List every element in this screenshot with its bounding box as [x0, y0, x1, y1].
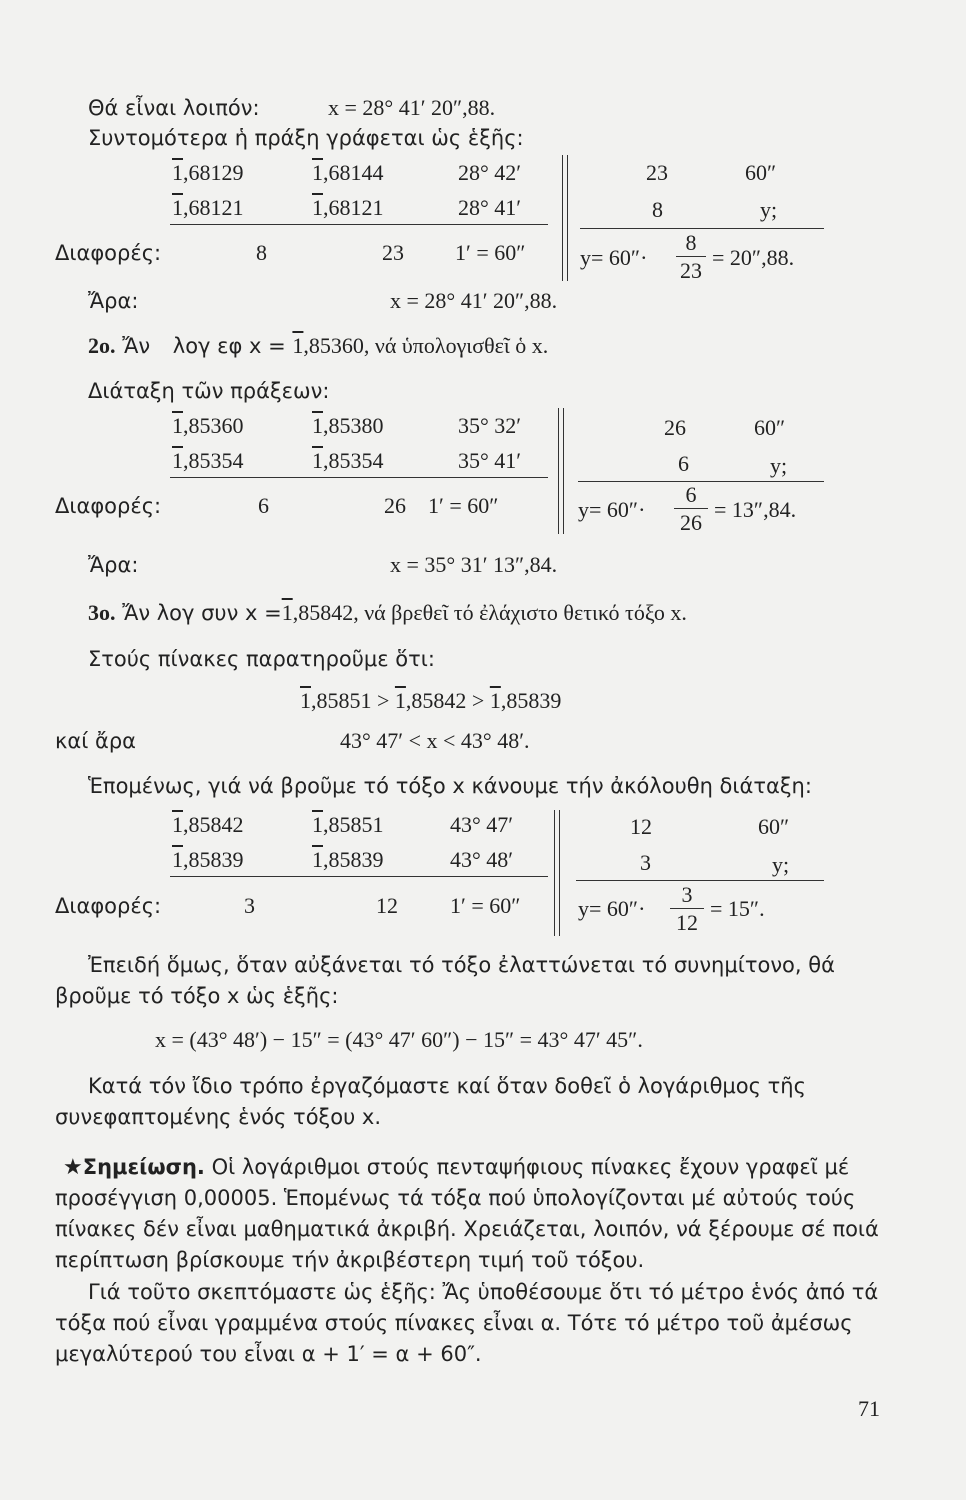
t2-eq-post: = 13″,84. [714, 497, 797, 522]
t1-divider-b [567, 155, 568, 281]
t1-rule [170, 224, 548, 225]
t2-ara-value: x = 35° 31′ 13″,84. [390, 552, 558, 577]
t3-rule [170, 876, 548, 877]
t3-diff-label: Διαφορές: [55, 894, 162, 918]
t1-r2-c2: 1,68121 [312, 195, 384, 220]
t3-right-r1-a: 12 [630, 814, 652, 839]
star-icon: ★ [63, 1155, 83, 1180]
t3-frac-num: 3 [681, 882, 693, 907]
t3-r1-c1: 1,85842 [172, 812, 244, 837]
t3-diff-1: 3 [244, 893, 255, 918]
note-body: Οἱ λογάριθμοι στούς πενταψήφιους πίνακες ἔχουν γραφεῖ μέ προσέγγιση 0,00005. Ἑπομένως τά τόξα πού ὑπολογίζονται μέ αὐτούς τούς πίνακες δέν εἶναι μαθηματικά ἀκριβή. Χρειάζεται, λοιπόν, νά ξέρουμε σέ ποιά περίπτωση βρίσκουμε τήν ἀκριβέστερη τιμή τοῦ τόξου. [55, 1155, 879, 1272]
t3-eq-post: = 15″. [710, 896, 765, 921]
t3-r2-c3: 43° 48′ [450, 847, 514, 872]
s3-inequality-2: 43° 47′ < x < 43° 48′. [340, 728, 530, 753]
t2-diff-1: 6 [258, 493, 269, 518]
s3-explanation: Ἐπειδή ὅμως, ὅταν αὐξάνεται τό τόξο ἐλαττώνεται τό συνημίτονο, θά βροῦμε τό τόξο x ὡς ἑξῆς: [55, 953, 835, 1008]
t2-ara-label: Ἄρα: [88, 553, 139, 577]
s3-inequality-1: 1,85851 > 1,85842 > 1,85839 [300, 688, 562, 713]
t2-r2-c1: 1,85354 [172, 448, 244, 473]
note-paragraph [55, 1152, 890, 1276]
note-title: Σημείωση. [82, 1155, 205, 1179]
t1-diff-2: 23 [382, 240, 404, 265]
t1-frac-bar [676, 256, 706, 257]
t1-diff-1: 8 [256, 240, 267, 265]
t1-frac-num: 8 [685, 230, 697, 255]
t1-right-r1-a: 23 [646, 160, 668, 185]
t2-rule [170, 477, 548, 478]
t3-r2-c2: 1,85839 [312, 847, 384, 872]
s3-kai-ara: καί ἄρα [55, 729, 137, 753]
t1-frac-den: 23 [680, 258, 702, 283]
t3-r1-c2: 1,85851 [312, 812, 384, 837]
t1-ara-label: Ἄρα: [88, 289, 139, 313]
t3-eq-pre: y= 60″· [578, 896, 646, 921]
t1-ara-value: x = 28° 41′ 20″,88. [390, 288, 558, 313]
t2-right-r1-b: 60″ [754, 415, 786, 440]
t2-right-r1-a: 26 [664, 415, 686, 440]
s3-therefore: Ἑπομένως, γιά νά βροῦμε τό τόξο x κάνουμε τήν ἀκόλουθη διάταξη: [88, 774, 812, 798]
t3-frac-bar [670, 908, 704, 909]
t2-r1-c1: 1,85360 [172, 413, 244, 438]
t2-divider-a [558, 408, 559, 534]
t1-r1-c2: 1,68144 [312, 160, 384, 185]
t3-r1-c3: 43° 47′ [450, 812, 514, 837]
t3-diff-3: 1′ = 60″ [450, 893, 521, 918]
t2-right-rule [578, 481, 824, 482]
t1-r2-c1: 1,68121 [172, 195, 244, 220]
t1-right-r1-b: 60″ [745, 160, 777, 185]
t2-r1-c2: 1,85380 [312, 413, 384, 438]
t1-diff-3: 1′ = 60″ [455, 240, 526, 265]
t3-right-r2-a: 3 [640, 850, 651, 875]
t3-frac-den: 12 [676, 910, 698, 935]
s2-layout-label: Διάταξη τῶν πράξεων: [88, 379, 330, 403]
t3-r2-c1: 1,85839 [172, 847, 244, 872]
t2-r2-c2: 1,85354 [312, 448, 384, 473]
t2-frac-den: 26 [680, 510, 702, 535]
intro-text: Θά εἶναι λοιπόν: [88, 96, 260, 120]
s2-heading: 2ο. Ἄν λογ εφ x = 1,85360, νά ὑπολογισθεῖ ὁ x. [88, 333, 549, 358]
s3-closing: Κατά τόν ἴδιο τρόπο ἐργαζόμαστε καί ὅταν δοθεῖ ὁ λογάριθμος τῆς συνεφαπτομένης ἑνός τόξου x. [55, 1074, 806, 1129]
t1-eq-post: = 20″,88. [712, 245, 795, 270]
t3-right-rule [576, 880, 824, 881]
t3-diff-2: 12 [376, 893, 398, 918]
intro-line2: Συντομότερα ἡ πράξη γράφεται ὡς ἑξῆς: [88, 126, 524, 150]
t2-diff-label: Διαφορές: [55, 494, 162, 518]
t1-right-rule [580, 228, 824, 229]
s3-observe: Στούς πίνακες παρατηροῦμε ὅτι: [88, 647, 435, 671]
t1-r1-c1: 1,68129 [172, 160, 244, 185]
t2-frac-bar [674, 508, 708, 509]
t1-right-r2-b: y; [760, 197, 778, 222]
t1-r1-c3: 28° 42′ [458, 160, 522, 185]
t3-right-r1-b: 60″ [758, 814, 790, 839]
t2-divider-b [563, 408, 564, 534]
note-paragraph-2: Γιά τοῦτο σκεπτόμαστε ὡς ἑξῆς: Ἄς ὑποθέσουμε ὅτι τό μέτρο ἑνός ἀπό τά τόξα πού εἶναι γραμμένα στούς πίνακες εἶναι α. Τότε τό μέτρο τοῦ ἀμέσως μεγαλύτερού του εἶναι α + 1′ = α + 60″. [55, 1280, 879, 1366]
t3-divider-b [559, 810, 560, 936]
t2-right-r2-a: 6 [678, 451, 689, 476]
t1-divider-a [562, 155, 563, 281]
page-number: 71 [858, 1396, 880, 1421]
t2-right-r2-b: y; [770, 453, 788, 478]
t1-r2-c3: 28° 41′ [458, 195, 522, 220]
t2-diff-2: 26 [384, 493, 406, 518]
t2-diff-3: 1′ = 60″ [428, 493, 499, 518]
t1-diff-label: Διαφορές: [55, 241, 162, 265]
t1-right-r2-a: 8 [652, 197, 663, 222]
intro-result: x = 28° 41′ 20″,88. [328, 95, 496, 120]
s3-heading: 3ο. Ἄν λογ συν x =1,85842, νά βρεθεῖ τό ἐλάχιστο θετικό τόξο x. [88, 600, 687, 625]
t1-eq-pre: y= 60″· [580, 245, 648, 270]
t3-right-r2-b: y; [772, 852, 790, 877]
t3-divider-a [554, 810, 555, 936]
t2-r2-c3: 35° 41′ [458, 448, 522, 473]
t2-r1-c3: 35° 32′ [458, 413, 522, 438]
s3-formula: x = (43° 48′) − 15″ = (43° 47′ 60″) − 15″ = 43° 47′ 45″. [155, 1027, 643, 1052]
t2-eq-pre: y= 60″· [578, 497, 646, 522]
t2-frac-num: 6 [685, 482, 697, 507]
